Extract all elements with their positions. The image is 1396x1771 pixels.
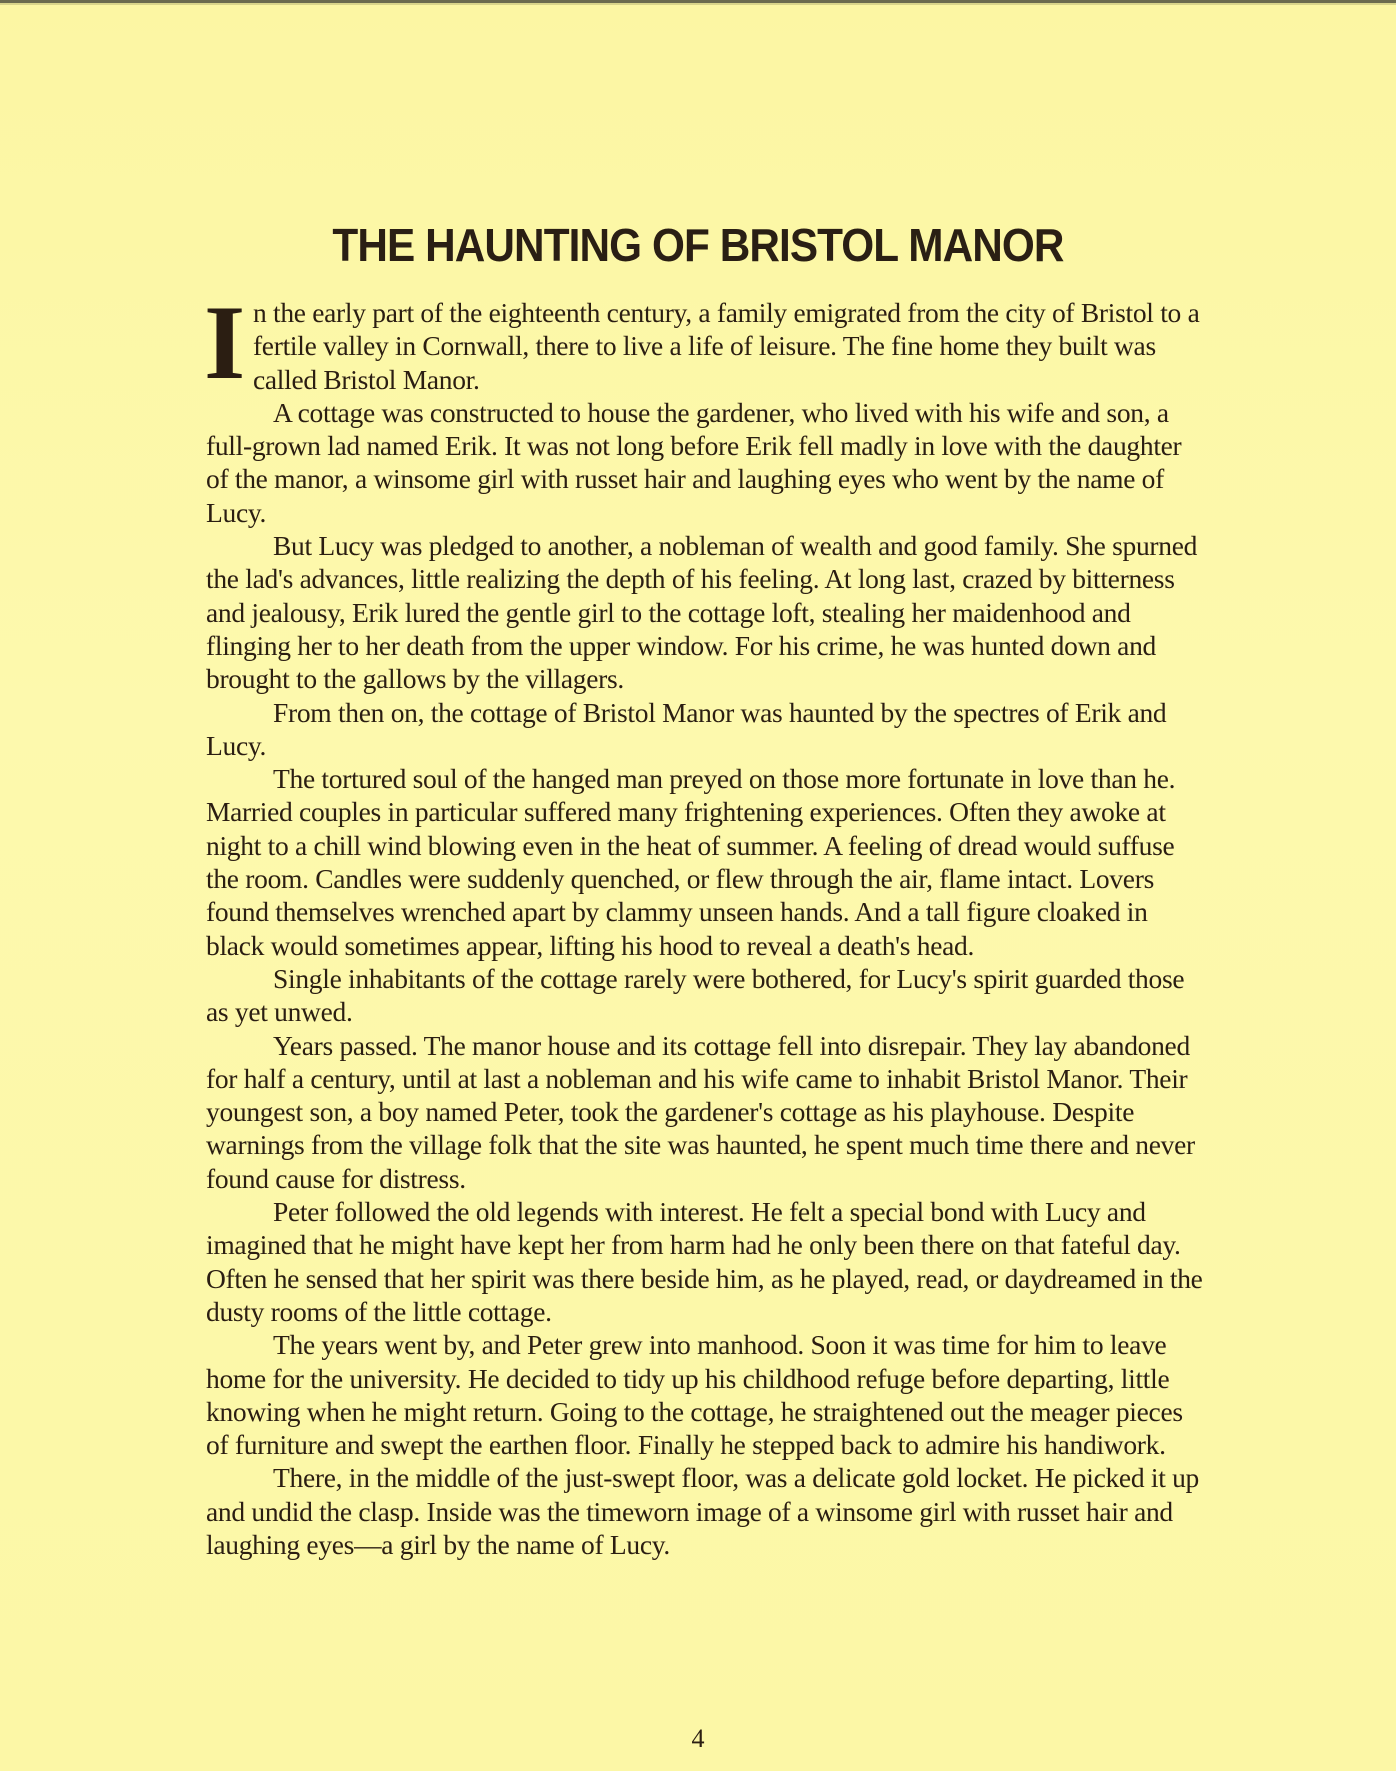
top-rule-highlight [0, 3, 1396, 5]
story-paragraph-2: A cottage was constructed to house the gardener, who lived with his wife and son, a full-grown lad named Erik. It was not long before Erik fell madly in love with the daughter of the manor, a winsome girl with russet hair and laughing eyes who went by the name of Lucy. [206, 396, 1182, 528]
drop-cap: I [204, 284, 245, 401]
story-paragraph-4: From then on, the cottage of Bristol Manor was haunted by the spectres of Erik and Lucy. [206, 696, 1167, 761]
story-paragraph-8: Peter followed the old legends with interest. He felt a special bond with Lucy and imagined that he might have kept her from harm had he only been there on that fateful day. Often he sensed that her spirit was there beside him, as he played, read, or daydreamed in the dusty rooms of the little cottage. [206, 1196, 1203, 1327]
story-paragraph-5: The tortured soul of the hanged man preyed on those more fortunate in love than he. Married couples in particular suffered many frightening experiences. Often they awoke at night to a chill wind blowing even in the heat of summer. A feeling of dread would suffuse the room. Candles were suddenly quenched, or flew through the air, flame intact. Lovers found themselves wrenched apart by clammy unseen hands. And a tall figure cloaked in black would sometimes appear, lifting his hood to reveal a death's head. [206, 763, 1176, 961]
page-number: 4 [691, 1724, 705, 1753]
story-paragraph-10: There, in the middle of the just-swept floor, was a delicate gold locket. He picked it up and undid the clasp. Inside was the timeworn image of a winsome girl with russet hair and laughing eyes—a girl by the name of Lucy. [206, 1462, 1200, 1560]
story-paragraph-3: But Lucy was pledged to another, a nobleman of wealth and good family. She spurned the lad's advances, little realizing the depth of his feeling. At long last, crazed by bitterness and jealousy, Erik lured the gentle girl to the cottage loft, stealing her maidenhood and flinging her to her death from the upper window. For his crime, he was hunted down and brought to the gallows by the villagers. [206, 530, 1198, 695]
story-paragraph-6: Single inhabitants of the cottage rarely were bothered, for Lucy's spirit guarded those as yet unwed. [206, 962, 1185, 1028]
story-paragraph-1 [204, 284, 1206, 401]
story-paragraph-9: The years went by, and Peter grew into manhood. Soon it was time for him to leave home for the university. He decided to tidy up his childhood refuge before departing, little knowing when he might return. Going to the cottage, he straightened out the meager pieces of furniture and swept the earthen floor. Finally he stepped back to admire his handiwork. [206, 1329, 1183, 1461]
paragraph-text: n the early part of the eighteenth century, a family emigrated from the city of Bristol to a fertile valley in Cornwall, there to live a life of leisure. The fine home they built was called Bristol Manor. [252, 297, 1200, 395]
story-paragraph-7: Years passed. The manor house and its cottage fell into disrepair. They lay abandoned for half a century, until at last a nobleman and his wife came to inhabit Bristol Manor. Their youngest son, a boy named Peter, took the gardener's cottage as his playhouse. Despite warnings from the village folk that the site was haunted, he spent much time there and never found cause for distress. [206, 1029, 1195, 1194]
page-title: THE HAUNTING OF BRISTOL MANOR [332, 219, 1064, 271]
story-body [204, 284, 1206, 1561]
